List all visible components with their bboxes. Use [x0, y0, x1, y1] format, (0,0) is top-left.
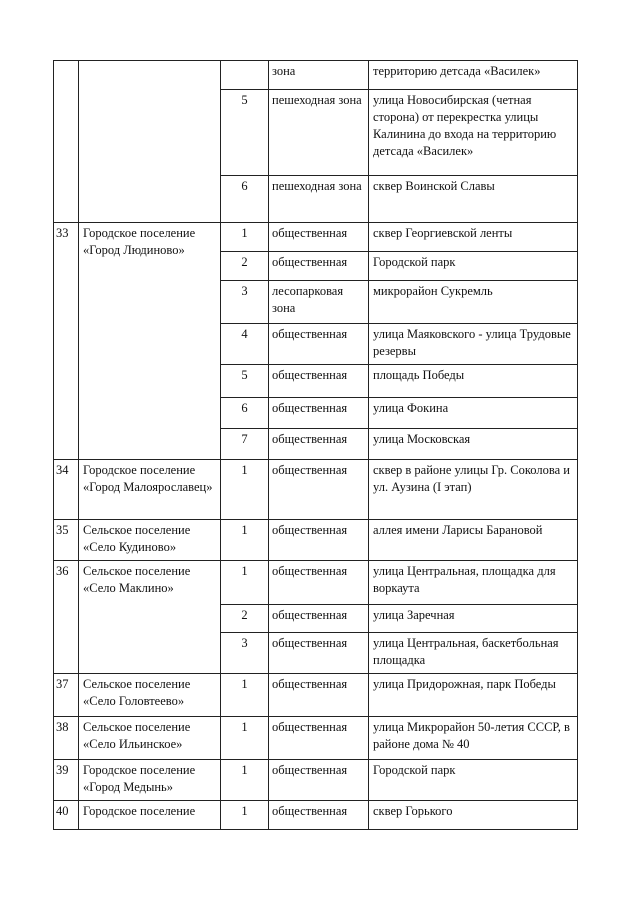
- sub-number: 1: [221, 760, 269, 801]
- sub-number: 1: [221, 520, 269, 561]
- item-number: 39: [54, 760, 79, 801]
- sub-number: 6: [221, 176, 269, 223]
- object-address: улица Центральная, площадка для воркаута: [369, 561, 578, 605]
- settlement-name: Городское поселение «Город Медынь»: [79, 760, 221, 801]
- table-row: [54, 717, 578, 760]
- sub-number: 6: [221, 398, 269, 429]
- sub-number: [221, 61, 269, 90]
- item-number: 38: [54, 717, 79, 760]
- sub-number: 5: [221, 90, 269, 176]
- sub-number: 5: [221, 365, 269, 398]
- object-address: улица Микрорайон 50-летия СССР, в районе дома № 40: [369, 717, 578, 760]
- territory-type: общественная: [269, 460, 369, 520]
- table-row: [54, 223, 578, 252]
- table-row: [54, 801, 578, 830]
- sub-number: 4: [221, 324, 269, 365]
- table-row: [54, 674, 578, 717]
- table-row: [54, 61, 578, 90]
- territory-type: общественная: [269, 674, 369, 717]
- improvement-objects-table: [53, 60, 578, 830]
- territory-type: общественная: [269, 520, 369, 561]
- object-address: улица Центральная, баскетбольная площадка: [369, 633, 578, 674]
- territory-type: общественная: [269, 801, 369, 830]
- sub-number: 1: [221, 674, 269, 717]
- territory-type: зона: [269, 61, 369, 90]
- sub-number: 3: [221, 281, 269, 324]
- table-body: [54, 61, 578, 830]
- item-number: 40: [54, 801, 79, 830]
- object-address: улица Московская: [369, 429, 578, 460]
- settlement-name: Сельское поселение «Село Маклино»: [79, 561, 221, 674]
- settlement-name: Городское поселение: [79, 801, 221, 830]
- sub-number: 1: [221, 460, 269, 520]
- item-number: 34: [54, 460, 79, 520]
- territory-type: общественная: [269, 605, 369, 633]
- settlement-name: Городское поселение «Город Малоярославец»: [79, 460, 221, 520]
- item-number: 36: [54, 561, 79, 674]
- sub-number: 1: [221, 717, 269, 760]
- sub-number: 2: [221, 605, 269, 633]
- territory-type: лесопарковая зона: [269, 281, 369, 324]
- item-number: 35: [54, 520, 79, 561]
- object-address: улица Новосибирская (четная сторона) от перекрестка улицы Калинина до входа на территорию детсада «Василек»: [369, 90, 578, 176]
- sub-number: 3: [221, 633, 269, 674]
- territory-type: общественная: [269, 398, 369, 429]
- settlement-name: Сельское поселение «Село Кудиново»: [79, 520, 221, 561]
- object-address: сквер Георгиевской ленты: [369, 223, 578, 252]
- object-address: микрорайон Сукремль: [369, 281, 578, 324]
- territory-type: общественная: [269, 633, 369, 674]
- territory-type: пешеходная зона: [269, 176, 369, 223]
- sub-number: 1: [221, 223, 269, 252]
- sub-number: 2: [221, 252, 269, 281]
- territory-type: общественная: [269, 717, 369, 760]
- object-address: улица Придорожная, парк Победы: [369, 674, 578, 717]
- territory-type: общественная: [269, 760, 369, 801]
- object-address: сквер Воинской Славы: [369, 176, 578, 223]
- object-address: сквер Горького: [369, 801, 578, 830]
- object-address: аллея имени Ларисы Барановой: [369, 520, 578, 561]
- table-row: [54, 760, 578, 801]
- territory-type: общественная: [269, 252, 369, 281]
- table-row: [54, 561, 578, 605]
- object-address: территорию детсада «Василек»: [369, 61, 578, 90]
- territory-type: общественная: [269, 223, 369, 252]
- territory-type: пешеходная зона: [269, 90, 369, 176]
- settlement-name: Сельское поселение «Село Ильинское»: [79, 717, 221, 760]
- object-address: улица Фокина: [369, 398, 578, 429]
- settlement-name: [79, 61, 221, 223]
- item-number: 33: [54, 223, 79, 460]
- object-address: площадь Победы: [369, 365, 578, 398]
- territory-type: общественная: [269, 365, 369, 398]
- item-number: [54, 61, 79, 223]
- object-address: сквер в районе улицы Гр. Соколова и ул. Аузина (I этап): [369, 460, 578, 520]
- object-address: Городской парк: [369, 252, 578, 281]
- sub-number: 1: [221, 801, 269, 830]
- table-row: [54, 520, 578, 561]
- object-address: Городской парк: [369, 760, 578, 801]
- settlement-name: Городское поселение «Город Людиново»: [79, 223, 221, 460]
- object-address: улица Заречная: [369, 605, 578, 633]
- table-row: [54, 460, 578, 520]
- sub-number: 1: [221, 561, 269, 605]
- territory-type: общественная: [269, 561, 369, 605]
- item-number: 37: [54, 674, 79, 717]
- sub-number: 7: [221, 429, 269, 460]
- territory-type: общественная: [269, 324, 369, 365]
- object-address: улица Маяковского - улица Трудовые резервы: [369, 324, 578, 365]
- settlement-name: Сельское поселение «Село Головтеево»: [79, 674, 221, 717]
- territory-type: общественная: [269, 429, 369, 460]
